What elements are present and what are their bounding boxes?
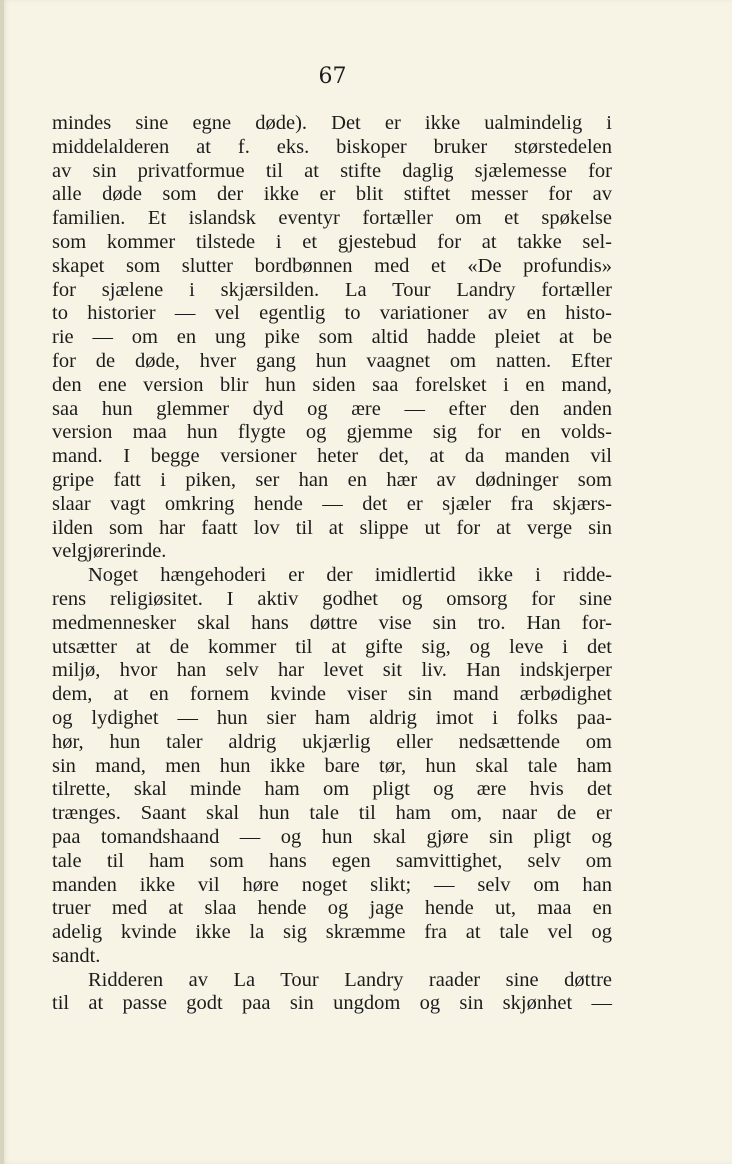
text-line: medmennesker skal hans døttre vise sin tro. Han for- — [52, 611, 612, 634]
text-line: Noget hængehoderi er der imidlertid ikke i ridde- — [88, 564, 612, 587]
text-line: version maa hun flygte og gjemme sig for en volds- — [52, 421, 612, 444]
text-line: gripe fatt i piken, ser han en hær av dødninger som — [52, 468, 612, 491]
text-line: trænges. Saant skal hun tale til ham om, naar de er — [52, 802, 612, 825]
text-line: den ene version blir hun siden saa forelsket i en mand, — [52, 373, 612, 396]
text-line: slaar vagt omkring hende — det er sjæler fra skjærs- — [52, 492, 612, 515]
text-line: skapet som slutter bordbønnen med et «De profundis» — [52, 254, 612, 277]
text-line: velgjørerinde. — [52, 540, 167, 563]
text-line: to historier — vel egentlig to variationer av en histo- — [52, 302, 612, 325]
page-edge — [0, 0, 4, 1164]
text-line: for sjælene i skjærsilden. La Tour Landry fortæller — [52, 278, 612, 301]
text-line: tilrette, skal minde ham om pligt og ære hvis det — [52, 778, 612, 801]
body-text — [52, 112, 612, 1016]
text-line: mindes sine egne døde). Det er ikke ualmindelig i — [52, 112, 612, 134]
page-number: 67 — [318, 64, 347, 89]
text-line: familien. Et islandsk eventyr fortæller om et spøkelse — [52, 207, 612, 230]
text-line: truer med at slaa hende og jage hende ut, maa en — [52, 897, 612, 920]
text-line: middelalderen at f. eks. biskoper bruker størstedelen — [52, 135, 612, 158]
text-line: rens religiøsitet. I aktiv godhet og omsorg for sine — [52, 587, 612, 610]
text-line: hør, hun taler aldrig ukjærlig eller nedsættende om — [52, 730, 612, 753]
text-line: utsætter at de kommer til at gifte sig, og leve i det — [52, 635, 612, 658]
text-line: saa hun glemmer dyd og ære — efter den anden — [52, 397, 612, 420]
text-line: mand. I begge versioner heter det, at da manden vil — [52, 445, 612, 468]
text-line: og lydighet — hun sier ham aldrig imot i folks paa- — [52, 706, 612, 729]
text-line: av sin privatformue til at stifte daglig sjælemesse for — [52, 159, 612, 182]
text-line: som kommer tilstede i et gjestebud for at takke sel- — [52, 230, 612, 253]
text-line: for de døde, hver gang hun vaagnet om natten. Efter — [52, 349, 612, 372]
text-line: rie — om en ung pike som altid hadde pleiet at be — [52, 326, 612, 349]
text-line: tale til ham som hans egen samvittighet, selv om — [52, 849, 612, 872]
text-line: manden ikke vil høre noget slikt; — selv om han — [52, 873, 612, 896]
text-line: paa tomandshaand — og hun skal gjøre sin pligt og — [52, 825, 612, 848]
text-line: dem, at en fornem kvinde viser sin mand ærbødighet — [52, 683, 612, 706]
text-line: sin mand, men hun ikke bare tør, hun skal tale ham — [52, 754, 612, 777]
text-line: sandt. — [52, 944, 101, 967]
text-line: adelig kvinde ikke la sig skræmme fra at tale vel og — [52, 921, 612, 944]
text-line: Ridderen av La Tour Landry raader sine døttre — [88, 968, 612, 991]
text-line: alle døde som der ikke er blit stiftet messer for av — [52, 183, 612, 206]
text-line: til at passe godt paa sin ungdom og sin skjønhet — — [52, 992, 612, 1015]
text-line: miljø, hvor han selv har levet sit liv. Han indskjerper — [52, 659, 612, 682]
text-line: ilden som har faatt lov til at slippe ut for at verge sin — [52, 516, 612, 539]
